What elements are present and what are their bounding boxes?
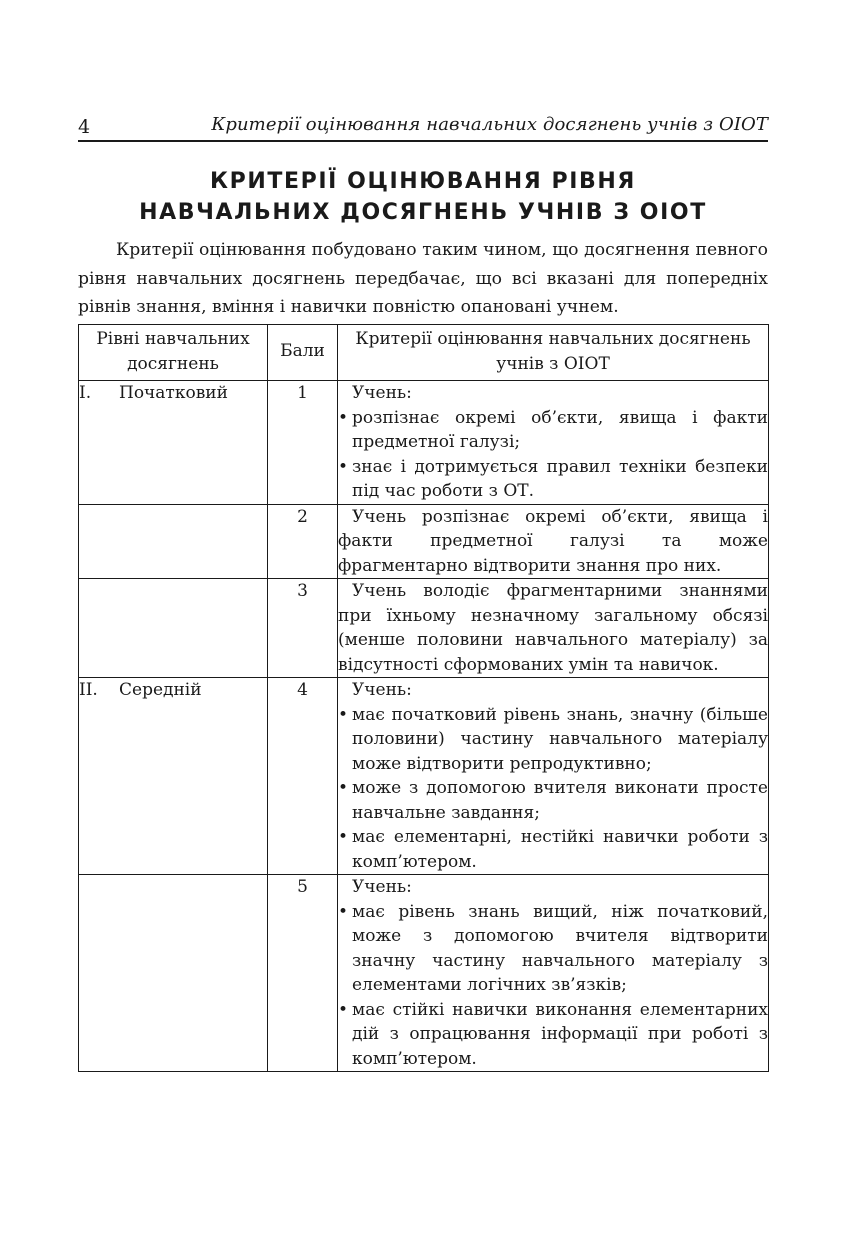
criteria-cell [338,579,769,678]
level-number: ІІ. [79,680,98,700]
table-header-row [79,325,769,381]
table-row [79,678,769,875]
header-points: Бали [268,325,338,381]
list-item: • має елементарні, нестійкі навички роботи з комп’ютером. [338,825,768,874]
running-title: Критерії оцінювання навчальних досягнень учнів з ОІОТ [211,114,768,135]
criteria-lead: Учень: [352,383,412,403]
list-item: • може з допомогою вчителя виконати просте навчальне завдання; [338,776,768,825]
criteria-list [338,703,768,875]
criteria-text: Учень розпізнає окремі об’єкти, явища і факти предметної галузі та може фрагментарно відтворити знання про них. [338,506,768,576]
level-cell [79,504,268,579]
page-title [78,166,768,228]
table-row [79,381,769,505]
title-line-2: НАВЧАЛЬНИХ ДОСЯГНЕНЬ УЧНІВ З ОІОТ [139,200,707,225]
criteria-text: Учень володіє фрагментарними знаннями при їхньому незначному загальному обсязі (менше половини навчального матеріалу) за відсутності сформованих умін та навичок. [338,581,768,675]
level-cell [79,381,268,505]
criteria-cell [338,678,769,875]
level-cell [79,579,268,678]
level-name: Середній [119,680,202,700]
criteria-list [338,900,768,1072]
criteria-lead: Учень: [352,680,412,700]
points-cell: 1 [268,381,338,505]
criteria-cell [338,504,769,579]
list-item: • розпізнає окремі об’єкти, явища і факти предметної галузі; [338,406,768,455]
list-item: • знає і дотримується правил техніки безпеки під час роботи з ОТ. [338,455,768,504]
criteria-cell [338,381,769,505]
table-row [79,579,769,678]
table-row [79,504,769,579]
points-cell: 3 [268,579,338,678]
running-header [78,112,768,142]
title-line-1: КРИТЕРІЇ ОЦІНЮВАННЯ РІВНЯ [210,169,636,194]
list-item: • має стійкі навички виконання елементарних дій з опрацювання інформації при роботі з комп’ютером. [338,998,768,1072]
level-cell [79,678,268,875]
page-number: 4 [78,116,91,138]
level-number: І. [79,383,92,403]
criteria-cell [338,875,769,1072]
table-row [79,875,769,1072]
criteria-list [338,406,768,504]
level-cell [79,875,268,1072]
header-criteria: Критерії оцінювання навчальних досягнень учнів з ОІОТ [338,325,769,381]
criteria-lead: Учень: [352,877,412,897]
level-name: Початковий [119,383,228,403]
points-cell: 4 [268,678,338,875]
intro-paragraph: Критерії оцінювання побудовано таким чином, що досягнення певного рівня навчальних досягнень передбачає, що всі вказані для попередніх рівнів знання, вміння і навички повністю опановані учнем. [78,240,768,318]
criteria-table [78,324,769,1072]
list-item: • має початковий рівень знань, значну (більше половини) частину навчального матеріалу може відтворити репродуктивно; [338,703,768,777]
header-levels: Рівні навчальних досягнень [79,325,268,381]
list-item: • має рівень знань вищий, ніж початковий, може з допомогою вчителя відтворити значну частину навчального матеріалу з елементами логічних зв’язків; [338,900,768,998]
points-cell: 2 [268,504,338,579]
points-cell: 5 [268,875,338,1072]
